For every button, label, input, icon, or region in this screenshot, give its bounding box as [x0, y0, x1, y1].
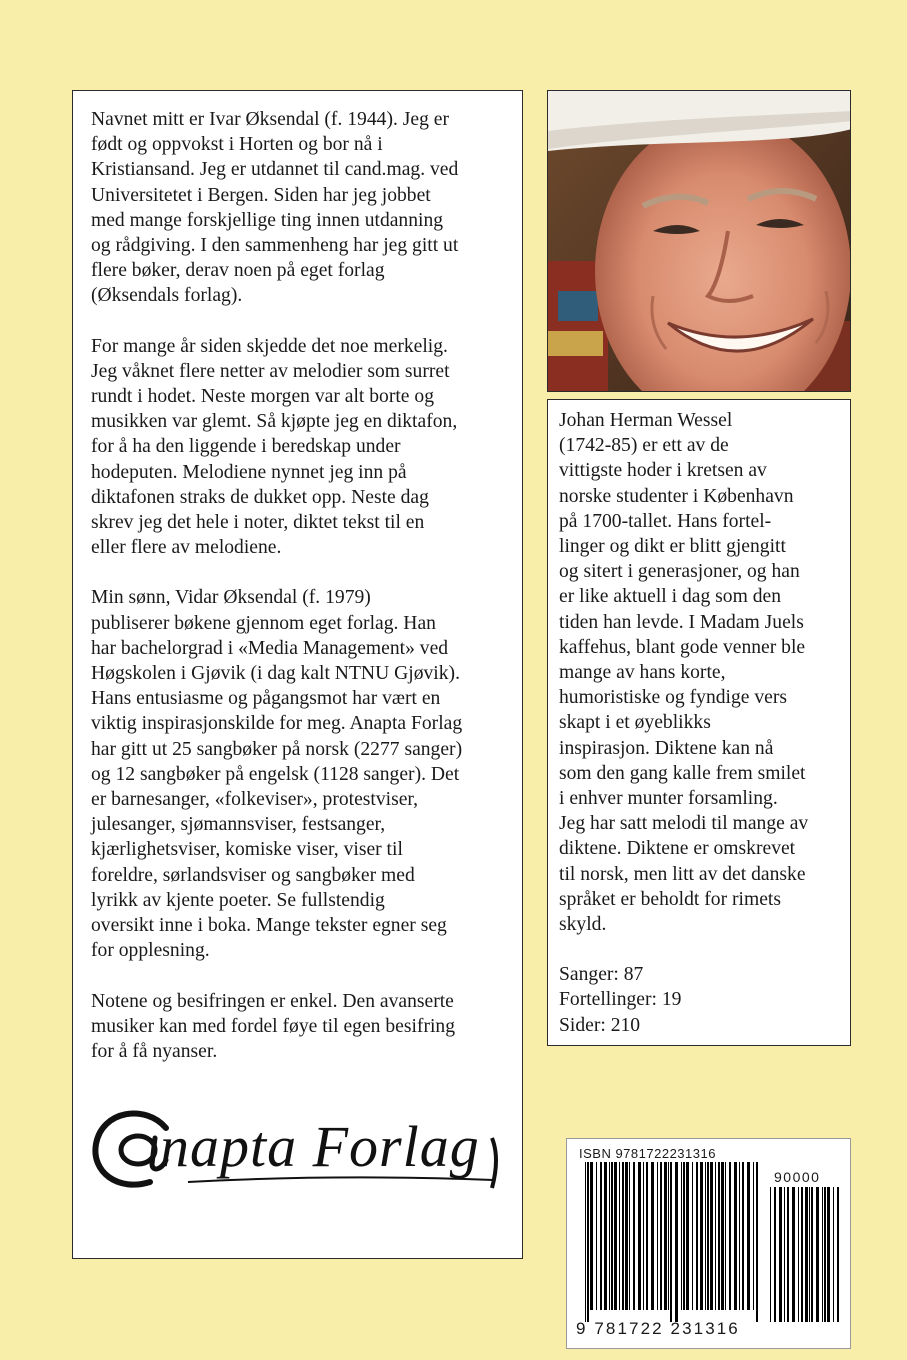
isbn-barcode [566, 1138, 851, 1349]
barcode-bar [675, 1162, 678, 1322]
barcode-bar [681, 1162, 682, 1310]
barcode-bar [664, 1162, 667, 1310]
barcode-bar [715, 1162, 716, 1310]
barcode-bar [651, 1162, 654, 1310]
barcode-bar [747, 1162, 750, 1310]
barcode-bar [837, 1187, 839, 1322]
barcode-bar [787, 1187, 789, 1322]
barcode-bar [686, 1162, 689, 1310]
bio-paragraph-3: Min sønn, Vidar Øksendal (f. 1979) publiserer bøkene gjennom eget forlag. Han har bachelorgrad i «Media Management» ved Høgskolen i Gjøvik (i dag kalt NTNU Gjøvik). Hans entusiasme og pågangsmot har vært en viktig inspirasjonskilde for meg. Anapta Forlag har gitt ut 25 sangbøker på norsk (2277 sanger) og 12 sangbøker på engelsk (1128 sanger). Det er barnesanger, «folkeviser», protestviser, julesanger, sjømannsviser, festsanger, kjærlighetsviser, komiske viser, viser til foreldre, sørlandsviser og sangbøker med lyrikk av kjente poeter. Se fullstendig oversikt inne i boka. Mange tekster egner seg for opplesning. [91, 587, 463, 962]
barcode-bar [660, 1162, 662, 1310]
barcode-bar [696, 1162, 698, 1310]
barcode-bar [721, 1162, 724, 1310]
stat-songs: Sanger: 87 [559, 964, 644, 986]
barcode-bar [710, 1162, 713, 1310]
barcode-bar [779, 1187, 782, 1322]
ean13-barcode-bars [585, 1162, 760, 1322]
barcode-bar [643, 1162, 644, 1310]
barcode-bar [718, 1162, 720, 1310]
book-description: Johan Herman Wessel (1742-85) er ett av de vittigste hoder i kretsen av norske studenter i København på 1700-tallet. Hans fortel- linger og dikt er blitt gjengitt og sitert i generasjoner, og han er like aktuell i dag som den tiden han levde. I Madam Juels kaffehus, blant gode venner ble mange av hans korte, humoristiske og fyndige vers skapt i et øyeblikks inspirasjon. Diktene kan nå som den gang kalle frem smilet i enhver munter forsamling. Jeg har satt melodi til mange av diktene. Diktene er omskrevet til norsk, men litt av det danske språket er beholdt for rimets skyld. [559, 410, 809, 936]
barcode-bar [700, 1162, 703, 1310]
barcode-bar [587, 1162, 589, 1322]
barcode-bar [809, 1187, 810, 1322]
barcode-bar [811, 1187, 813, 1322]
barcode-bar [827, 1187, 830, 1322]
barcode-bar [668, 1162, 669, 1310]
stat-stories: Fortellinger: 19 [559, 989, 682, 1011]
book-stats [559, 962, 840, 1038]
barcode-bar [604, 1162, 607, 1310]
barcode-bar [805, 1187, 808, 1322]
barcode-bar [816, 1187, 819, 1322]
barcode-bar [614, 1162, 617, 1310]
barcode-bar [670, 1162, 672, 1322]
barcode-bar [596, 1162, 597, 1310]
barcode-bar [633, 1162, 635, 1310]
barcode-bar [734, 1162, 737, 1310]
barcode-bar [739, 1162, 740, 1310]
barcode-bar [753, 1162, 754, 1310]
barcode-bar [729, 1162, 731, 1310]
barcode-bar [705, 1162, 706, 1310]
bio-paragraph-1: Navnet mitt er Ivar Øksendal (f. 1944). Jeg er født og oppvokst i Horten og bor nå i Kristiansand. Jeg er utdannet til cand.mag. ved Universitetet i Bergen. Siden har jeg jobbet med mange forskjellige ting innen utdanning og rådgiving. I den sammenheng har jeg gitt ut flere bøker, derav noen på eget forlag (Øksendals forlag). [91, 109, 459, 307]
barcode-bar [801, 1187, 803, 1322]
barcode-bar [792, 1187, 795, 1322]
bio-paragraph-2: For mange år siden skjedde det noe merkelig. Jeg våknet flere netter av melodier som surret rundt i hodet. Neste morgen var alt borte og musikken var glemt. Så kjøpte jeg en diktafon, for å ha den liggende i beredskap under hodeputen. Melodiene nynnet jeg inn på diktafonen straks de dukket opp. Neste dag skrev jeg det hele i noter, diktet tekst til en eller flere av melodiene. [91, 335, 458, 559]
barcode-bar [585, 1162, 586, 1322]
bio-paragraph-4: Notene og besifringen er enkel. Den avanserte musiker kan med fordel føye til egen besifring for å få nyanser. [91, 990, 456, 1062]
barcode-bar [683, 1162, 685, 1310]
barcode-bar [609, 1162, 610, 1310]
barcode-bar [784, 1187, 785, 1322]
barcode-bar [625, 1162, 628, 1310]
barcode-bar [611, 1162, 613, 1310]
barcode-bar [692, 1162, 693, 1310]
author-photo [547, 90, 851, 392]
barcode-bar [774, 1187, 776, 1322]
publisher-logo [88, 1098, 508, 1198]
barcode-bar [600, 1162, 602, 1310]
barcode-bar [742, 1162, 744, 1310]
barcode-bar [622, 1162, 624, 1310]
isbn-label: ISBN 9781722231316 [579, 1146, 716, 1161]
barcode-bar [657, 1162, 658, 1310]
barcode-bar [638, 1162, 641, 1310]
barcode-bar [619, 1162, 620, 1310]
barcode-bar [725, 1162, 726, 1310]
logo-text [160, 1114, 480, 1179]
stat-pages: Sider: 210 [559, 1014, 641, 1036]
author-bio-panel [72, 90, 523, 1259]
barcode-bar [707, 1162, 709, 1310]
barcode-bar [629, 1162, 630, 1310]
logo-tail [492, 1138, 496, 1188]
barcode-bar [646, 1162, 648, 1310]
book-description-panel [547, 399, 851, 1046]
barcode-bar [798, 1187, 799, 1322]
logo-at-icon [95, 1113, 166, 1184]
price-addon-code: 90000 [774, 1169, 821, 1185]
ean-digits: 9 781722 231316 [576, 1319, 740, 1338]
addon-barcode-bars [770, 1187, 842, 1322]
barcode-bar [824, 1187, 826, 1322]
logo-text-rest: napta Forlag [160, 1114, 480, 1179]
barcode-bar [590, 1162, 593, 1310]
barcode-bar [756, 1162, 758, 1322]
barcode-bar [833, 1187, 834, 1322]
barcode-bar [770, 1187, 771, 1322]
barcode-bar [822, 1187, 823, 1322]
